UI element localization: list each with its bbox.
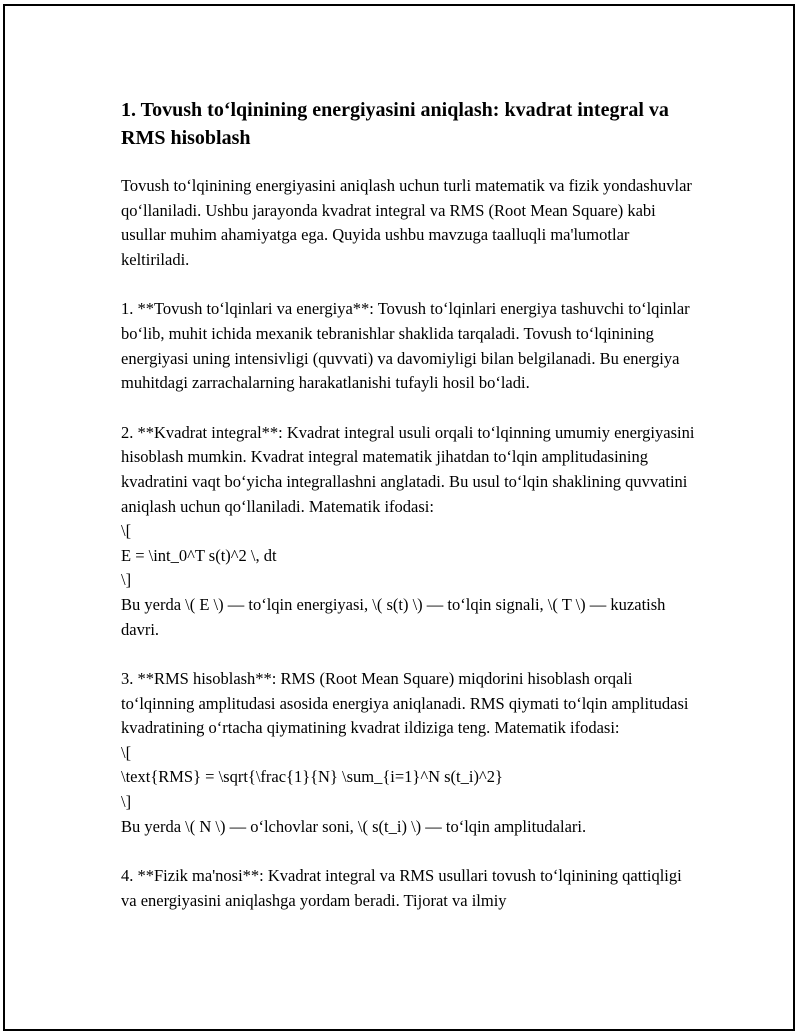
section-rms-calculation: 3. **RMS hisoblash**: RMS (Root Mean Square) miqdorini hisoblash orqali to‘lqinning amplitudasi asosida energiya aniqlanadi. RMS qiymati to‘lqin amplitudasi kvadratining o‘rtacha qiymatining kvadrat ildiziga teng. Matematik ifodasi: \[ \text{RMS} = \sqrt{\frac{1}{N} \sum_{i=1}^N s(t_i)^2} \] Bu yerda \( N \) — o‘lchovlar soni, \( s(t_i) \) — to‘lqin amplitudalari. — [121, 669, 689, 836]
section-square-integral: 2. **Kvadrat integral**: Kvadrat integral usuli orqali to‘lqinning umumiy energiyasini hisoblash mumkin. Kvadrat integral matematik jihatdan to‘lqin amplitudasining kvadratini vaqt bo‘yicha integrallashni anglatadi. Bu usul to‘lqin shaklining quvvatini aniqlash uchun qo‘llaniladi. Matematik ifodasi: \[ E = \int_0^T s(t)^2 \, dt \] Bu yerda \( E \) — to‘lqin energiyasi, \( s(t) \) — to‘lqin signali, \( T \) — kuzatish davri. — [121, 422, 695, 639]
section-sound-waves-energy: 1. **Tovush to‘lqinlari va energiya**: Tovush to‘lqinlari energiya tashuvchi to‘lqinlar bo‘lib, muhit ichida mexanik tebranishlar shaklida tarqaladi. Tovush to‘lqinining energiyasi uning intensivligi (quvvati) va davomiyligi bilan belgilanadi. Bu energiya muhitdagi zarrachalarning harakatlanishi tufayli hosil bo‘ladi. — [121, 299, 690, 393]
document-title: 1. Tovush to‘lqinining energiyasini aniqlash: kvadrat integral va RMS hisoblash — [121, 99, 669, 149]
document-body — [121, 96, 701, 938]
intro-paragraph: Tovush to‘lqinining energiyasini aniqlash uchun turli matematik va fizik yondashuvlar qo‘llaniladi. Ushbu jarayonda kvadrat integral va RMS (Root Mean Square) kabi usullar muhim ahamiyatga ega. Quyida ushbu mavzuga taalluqli ma'lumotlar keltiriladi. — [121, 176, 692, 269]
page-frame — [3, 4, 795, 1031]
section-physical-meaning: 4. **Fizik ma'nosi**: Kvadrat integral va RMS usullari tovush to‘lqinining qattiqligi va energiyasini aniqlashga yordam beradi. Tijorat va ilmiy — [121, 866, 682, 910]
